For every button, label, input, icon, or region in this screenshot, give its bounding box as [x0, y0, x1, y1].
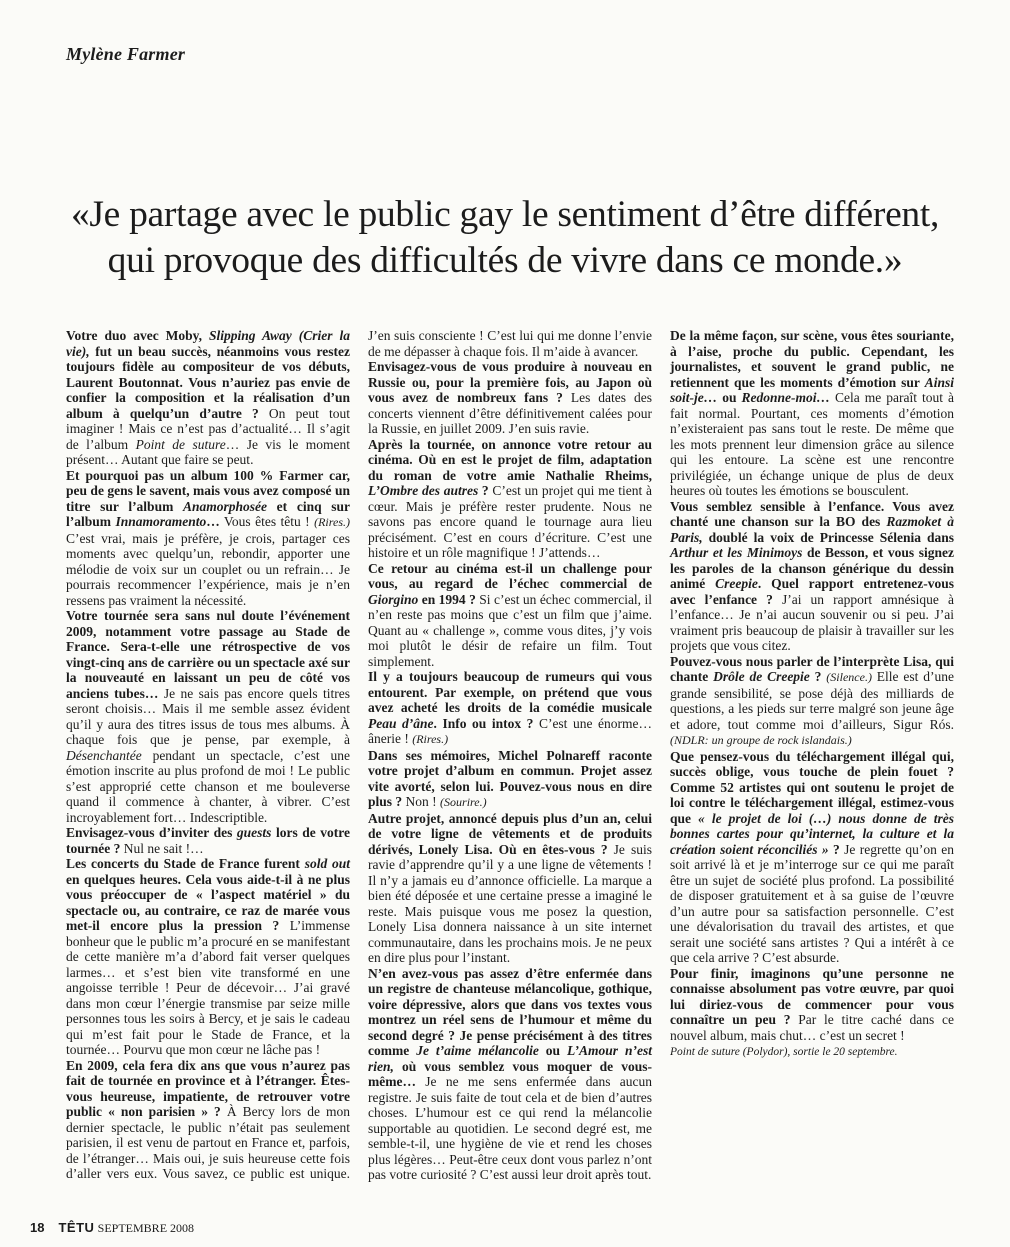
article-paragraph [368, 811, 652, 966]
question-title-text: Creepie [715, 576, 758, 591]
question-text: Après la tournée, on annonce votre retour au cinéma. Où en est le projet de film, adaptation du roman de votre amie Nathalie Rheims, [368, 436, 652, 483]
magazine-name: TÊTU [58, 1220, 95, 1235]
question-text: ou [717, 390, 742, 405]
question-title-text: Innamoramento [115, 514, 207, 529]
question-title-text: L’Amour n’est rien, [368, 1043, 652, 1074]
pull-quote-line-2: qui provoque des difficultés de vivre dans ce monde.» [107, 240, 903, 281]
question-text: de Besson, et vous signez les paroles de la chanson générique du dessin animé [670, 545, 954, 591]
answer-text: Non ! [402, 794, 441, 809]
question-title-text: Drôle de Creepie [713, 669, 810, 684]
answer-text: Si c’est un échec commercial, il n’en reste pas moins que c’est un film que j’aime. Quant au « challenge », comme vous dites, j’y vois moi plutôt le désir de refaire un film. Tout simplement. [368, 591, 652, 669]
answer-text: Je regrette qu’on en soit arrivé là et je m’interroge sur ce qui me paraît être un sujet de société plus profond. La possibilité de disposer gratuitement et à sa guise de l’œuvre d’un autre pour sa satisfaction personnelle. C’est une dévalorisation du travail des artistes, et que serait une société sans artistes ? Qui a intérêt à ce que cela arrive ? C’est absurde. [670, 841, 955, 965]
question-title-text: Redonne-moi… [741, 390, 831, 405]
question-text: Pour finir, imaginons qu’une personne ne connaisse absolument pas votre œuvre, par quoi lui diriez-vous de commencer pour vous connaître un peu ? [670, 965, 954, 1027]
article-paragraph [66, 468, 350, 609]
page-number: 18 [30, 1220, 45, 1235]
answer-text: Cela me paraît tout à fait normal. Pourtant, ces moments d’émotion n’existeraient pas sans tout le reste. De même que les mots prennent leur dimension grâce au silence qui les entoure. La scène est une rencontre privilégiée, un échange unique de plus de deux heures où toutes les émotions se bousculent. [670, 390, 954, 498]
question-text: De la même façon, sur scène, vous êtes souriante, à l’aise, proche du public. Cependant, les journalistes, et souvent le grand public, ne retiennent que les moments d’émotion sur [670, 328, 954, 390]
question-text: … [206, 514, 220, 529]
question-text: doublé la voix de Princesse Sélenia dans [702, 529, 954, 545]
stage-direction: (NDLR: un groupe de rock islandais.) [670, 733, 852, 747]
header-name: Mylène Farmer [66, 44, 186, 64]
question-text: Autre projet, annoncé depuis plus d’un an, celui de votre ligne de vêtements et de produits dérivés, Lonely Lisa. Où en êtes-vous ? [368, 810, 652, 857]
article-paragraph [670, 749, 954, 966]
title-text: Point de suture [135, 436, 226, 452]
stage-direction: (Rires.) [412, 732, 449, 746]
article-paragraph [670, 499, 954, 654]
question-text: où vous semblez vous moquer de vous-même… [368, 1058, 652, 1089]
answer-text: Elle est d’une grande sensibilité, se pose déjà des milliards de questions, a les pieds sur terre malgré son jeune âge et adore, tout comme moi d’ailleurs, Sigur Rós. [670, 669, 954, 732]
answer-text: … Je vis le moment présent… Autant que faire se peut. [66, 436, 350, 467]
question-text: En 2009, cela fera dix ans que vous n’aurez pas fait de tournée en province et à l’étranger. Êtes-vous heureuse, impatiente, de retrouver votre public « non parisien » ? [66, 1057, 350, 1119]
question-title-text: Razmoket à Paris, [670, 514, 954, 545]
article-paragraph [368, 748, 652, 811]
question-title-text: Arthur et les Minimoys [670, 545, 803, 560]
answer-text: C’est un projet qui me tient à cœur. Mais je préfère rester prudente. Nous ne savons pas encore quand le tournage aura lieu précisément. C’est en cours d’écriture. C’est une histoire et un rôle magnifique ! J’attends… [368, 483, 652, 560]
article-paragraph [368, 359, 652, 437]
answer-text: Vous êtes têtu ! [219, 514, 315, 529]
question-text: N’en avez-vous pas assez d’être enfermée dans un registre de chanteuse mélancolique, gothique, voire dépressive, alors que dans vos textes vous montrez un réel sens de l’humour et même du second degré ? Je pense précisément à des titres comme [368, 965, 652, 1058]
article-paragraph [670, 654, 954, 749]
question-text: . Info ou intox ? [433, 715, 534, 731]
answer-text: pendant un spectacle, c’est une émotion inscrite au plus profond de moi ! Le public s’est approprié cette chanson et me bouleverse quand il commence à chanter, à vibrer. C’est incroyablement fort… Indescriptible. [66, 747, 350, 825]
page-footer [30, 1220, 194, 1236]
question-title-text: Ainsi soit-je… [670, 374, 954, 405]
article-paragraph [66, 825, 350, 856]
answer-text: J’ai un rapport amnésique à l’enfance… Je n’ai aucun souvenir ou si peu. J’ai vraiment pris beaucoup de plaisir à travailler sur les projets que vous citez. [670, 591, 955, 653]
article-paragraph [670, 966, 954, 1044]
question-text: Que pensez-vous du téléchargement illégal qui, succès oblige, vous touche de plein fouet ? Comme 52 artistes qui ont soutenu le projet de loi contre le téléchargement illégal, estimez-vous que [670, 748, 954, 826]
article-paragraph [368, 669, 652, 748]
question-text: ? [828, 841, 840, 857]
question-title-text: Je t’aime mélancolie [416, 1043, 539, 1058]
question-text: ou [538, 1043, 568, 1058]
answer-text: À Bercy lors de mon dernier spectacle, le public n’était pas seulement parisien, il est venu de partout en France et, parfois, de l’étranger… Mais oui, je suis heureuse cette fois d’aller vers eux. Vous savez, ce public est unique. J’en suis consciente ! C’est lui qui me donne l’envie de me dépasser à chaque fois. Il m’aide à avancer. [66, 328, 652, 1181]
question-title-text: guests [236, 825, 272, 840]
question-text: ? [809, 669, 827, 684]
article-paragraph [66, 328, 350, 468]
question-text: ? [478, 483, 489, 498]
question-text: Et pourquoi pas un album 100 % Farmer car, peu de gens le savent, mais vous avez composé un titre sur l’album [66, 467, 350, 514]
question-text: Votre tournée sera sans nul doute l’événement 2009, notamment votre passage au Stade de France. Sera-t-elle une rétrospective de vos vingt-cinq ans de carrière ou un spectacle axé sur la nouveauté en laissant un peu de côté vos anciens tubes… [66, 608, 350, 701]
answer-text: L’immense bonheur que le public m’a procuré en se manifestant de cette manière m’a d’abord fait verser quelques larmes… et s’est bien vite transformé en une angoisse terrible ! Peur de décevoir… J’ai gravé dans mon cœur l’énergie transmise par seize mille personnes tous les soirs à Bercy, et je sais le cadeau qui m’est fait pour le Stade de France, et la tournée… Pourvu que mon cœur ne lâche pas ! [66, 918, 350, 1057]
stage-direction: (Rires.) [314, 515, 350, 529]
question-text: et cinq sur l’album [66, 498, 351, 529]
answer-text: C’est vrai, mais je préfère, je crois, partager ces moments avec quelqu’un, rebondir, apporter une mélodie de voix sur un couplet ou un refrain… Je pourrais recommencer l’expérience, mais je n’en ressens pas vraiment la nécessité. [66, 530, 350, 608]
question-text: Vous semblez sensible à l’enfance. Vous avez chanté une chanson sur la BO des [670, 498, 954, 529]
article-paragraph [670, 328, 954, 499]
issue-date: SEPTEMBRE 2008 [97, 1221, 195, 1235]
stage-direction: (Silence.) [826, 670, 872, 684]
question-title-text: sold out [304, 856, 350, 871]
question-text: Il y a toujours beaucoup de rumeurs qui vous entourent. Par exemple, on prétend que vous avez acheté les droits de la comédie musicale [368, 669, 652, 715]
answer-text: Les dates des concerts viennent d’être définitivement calées pour la Russie, en juillet 2009. J’en suis ravie. [368, 390, 652, 436]
question-text: en quelques heures. Cela vous aide-t-il à ne plus vous préoccuper de « l’aspect matériel » du spectacle ou, au contraire, ce raz de marée vous met-il encore plus la pression ? [66, 871, 350, 933]
question-title-text: Anamorphosée [183, 498, 268, 514]
answer-text: Je ne sais pas encore quels titres seront choisis… Mais il me semble assez évident qu’il y aura des titres issus de tous mes albums. À chaque fois que je pense, par exemple, à [66, 685, 350, 747]
answer-text: Je ne me sens enfermée dans aucun registre. Je suis faite de tout cela et de bien d’autres choses. L’humour est ce qui rend la mélancolie supportable au quotidien. Le second degré est, me semble-t-il, une hygiène de vie et rend les choses plus légères… Peut-être ceux dont vous parlez n’ont pas votre curiosité ? C’est aussi leur droit après tout. [368, 1074, 652, 1182]
question-text: Votre duo avec Moby, [66, 328, 210, 343]
question-text: lors de votre tournée ? [66, 825, 351, 856]
question-text: Envisagez-vous de vous produire à nouveau en Russie ou, pour la première fois, au Japon où vous avez de nombreux fans ? [368, 359, 652, 405]
article-paragraph [368, 561, 652, 670]
article-body [66, 328, 954, 1208]
article-paragraph [66, 608, 350, 825]
answer-text: C’est une énorme… ânerie ! [368, 715, 652, 746]
question-title-text: L’Ombre des autres [368, 483, 479, 498]
article-paragraph [368, 966, 652, 1183]
question-text: fut un beau succès, néanmoins vous restez toujours fidèle au compositeur de vos débuts, Laurent Boutonnat. Vous n’auriez pas envie de confier la composition et la réalisation d’un album à quelqu’un d’autre ? [66, 343, 350, 421]
article-paragraph [66, 856, 350, 1058]
question-text: en 1994 ? [418, 591, 476, 607]
answer-text: Par le titre caché dans ce nouvel album, mais chut… c’est un secret ! [670, 1012, 954, 1043]
stage-direction: (Sourire.) [440, 795, 487, 809]
question-text: Ce retour au cinéma est-il un challenge pour vous, au regard de l’échec commercial de [368, 560, 652, 591]
album-caption: Point de suture (Polydor), sortie le 20 septembre. [670, 1046, 898, 1058]
title-text: Désenchantée [66, 747, 142, 763]
question-text: Les concerts du Stade de France furent [66, 856, 305, 871]
pull-quote-line-1: «Je partage avec le public gay le sentiment d’être différent, [70, 194, 940, 235]
question-title-text: Giorgino [368, 591, 419, 607]
question-title-text: Slipping Away (Crier la vie), [66, 328, 350, 359]
question-title-text: « le projet de loi (…) nous donne de très bonnes cartes pour qu’internet, la culture et la création soient réconciliés » [670, 810, 955, 857]
answer-text: On peut tout imaginer ! Mais ce n’est pas d’actualité… Il s’agit de l’album [66, 405, 350, 452]
answer-text: Je suis ravie d’apprendre qu’il y a une ligne de vêtements ! Il n’y a jamais eu d’annonce officielle. La marque a bien été déposée et une certaine presse a imaginé le reste. Mais puisque vous me posez la question, Lonely Lisa donnera naissance à un site internet communautaire, dans les prochains mois. Je ne peux en dire plus pour l’instant. [368, 841, 652, 965]
answer-text: Nul ne sait !… [120, 840, 204, 856]
pull-quote [40, 192, 970, 284]
question-text: Pouvez-vous nous parler de l’interprète Lisa, qui chante [670, 653, 954, 684]
question-text: . Quel rapport entretenez-vous avec l’enfance ? [670, 576, 954, 607]
article-paragraph [368, 437, 652, 561]
question-text: Envisagez-vous d’inviter des [66, 825, 237, 840]
question-text: Dans ses mémoires, Michel Polnareff raconte votre projet d’album en commun. Projet assez vite avorté, selon lui. Pouvez-vous nous en dire plus ? [368, 747, 652, 809]
question-title-text: Peau d’âne [368, 715, 434, 731]
